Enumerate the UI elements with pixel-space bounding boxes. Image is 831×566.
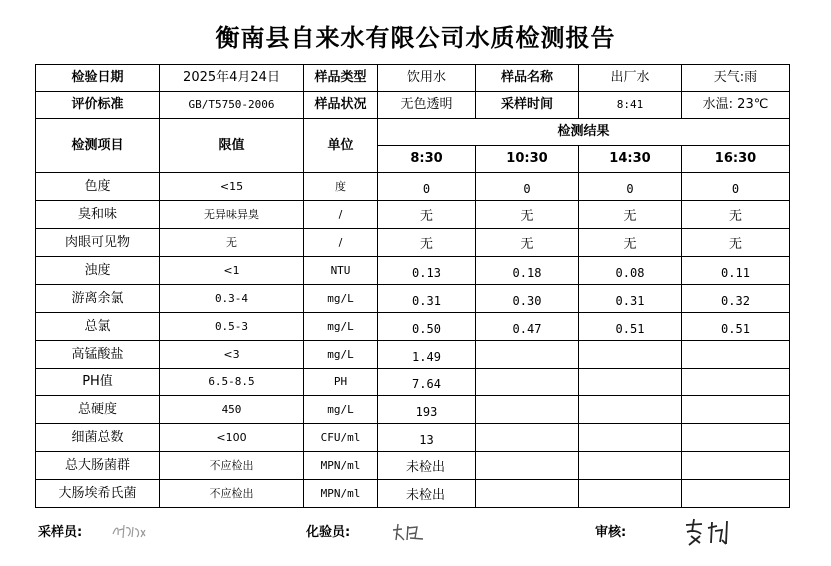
- result-value: 无: [378, 201, 476, 229]
- item-name: 浊度: [36, 257, 160, 285]
- result-value: [476, 452, 579, 480]
- result-value: [476, 396, 579, 424]
- result-value: 无: [476, 201, 579, 229]
- time-header: 14:30: [579, 146, 682, 173]
- item-name: 臭和味: [36, 201, 160, 229]
- item-name: 细菌总数: [36, 424, 160, 452]
- result-value: [682, 424, 790, 452]
- item-name: 肉眼可见物: [36, 229, 160, 257]
- result-value: 0: [476, 173, 579, 201]
- weather-value: 天气:雨: [682, 65, 790, 92]
- result-value: 193: [378, 396, 476, 424]
- result-value: [476, 480, 579, 508]
- table-row: [36, 369, 790, 396]
- sampler-signature: [110, 520, 152, 542]
- item-name: 总氯: [36, 313, 160, 341]
- sampler-label: 采样员:: [38, 525, 83, 540]
- result-value: 0.50: [378, 313, 476, 341]
- result-value: 0.13: [378, 257, 476, 285]
- unit-value: mg/L: [304, 396, 378, 424]
- table-row: [36, 341, 790, 369]
- standard-value: GB/T5750-2006: [160, 92, 304, 119]
- water-quality-table: [35, 64, 790, 508]
- sampling-time-label: 采样时间: [476, 92, 579, 119]
- table-row: [36, 396, 790, 424]
- unit-value: /: [304, 229, 378, 257]
- sample-type-label: 样品类型: [304, 65, 378, 92]
- result-value: 13: [378, 424, 476, 452]
- sample-name-label: 样品名称: [476, 65, 579, 92]
- result-value: 1.49: [378, 341, 476, 369]
- standard-label: 评价标准: [36, 92, 160, 119]
- water-temp-value: 水温: 23℃: [682, 92, 790, 119]
- unit-value: mg/L: [304, 313, 378, 341]
- result-value: 0.31: [378, 285, 476, 313]
- result-value: [682, 480, 790, 508]
- table-row: [36, 452, 790, 480]
- unit-value: MPN/ml: [304, 480, 378, 508]
- unit-value: 度: [304, 173, 378, 201]
- time-header: 16:30: [682, 146, 790, 173]
- sample-status-label: 样品状况: [304, 92, 378, 119]
- result-value: [476, 369, 579, 396]
- unit-value: mg/L: [304, 285, 378, 313]
- result-value: 0: [579, 173, 682, 201]
- table-row: [36, 173, 790, 201]
- result-value: [579, 452, 682, 480]
- limit-value: <1: [160, 257, 304, 285]
- result-value: 0: [682, 173, 790, 201]
- table-row: [36, 229, 790, 257]
- result-value: [682, 452, 790, 480]
- result-value: [579, 480, 682, 508]
- item-name: 游离余氯: [36, 285, 160, 313]
- limit-value: 不应检出: [160, 452, 304, 480]
- table-row: [36, 257, 790, 285]
- result-value: 0.18: [476, 257, 579, 285]
- reviewer-label: 审核:: [595, 525, 627, 540]
- result-value: 无: [579, 201, 682, 229]
- result-value: 0.32: [682, 285, 790, 313]
- limit-value: 0.3-4: [160, 285, 304, 313]
- result-value: 无: [579, 229, 682, 257]
- unit-value: CFU/ml: [304, 424, 378, 452]
- result-value: 无: [476, 229, 579, 257]
- report-title: 衡南县自来水有限公司水质检测报告: [215, 23, 616, 52]
- item-name: 色度: [36, 173, 160, 201]
- unit-value: PH: [304, 369, 378, 396]
- item-name: 高锰酸盐: [36, 341, 160, 369]
- item-name: PH值: [36, 369, 160, 396]
- result-value: 未检出: [378, 480, 476, 508]
- limit-value: 无异味异臭: [160, 201, 304, 229]
- result-value: [476, 424, 579, 452]
- result-value: 0.47: [476, 313, 579, 341]
- result-value: 无: [682, 229, 790, 257]
- item-name: 大肠埃希氏菌: [36, 480, 160, 508]
- result-value: 未检出: [378, 452, 476, 480]
- result-value: [579, 424, 682, 452]
- limit-value: <100: [160, 424, 304, 452]
- table-row: [36, 424, 790, 452]
- col-unit-header: 单位: [304, 119, 378, 173]
- unit-value: NTU: [304, 257, 378, 285]
- tester-signature: [390, 520, 430, 546]
- unit-value: mg/L: [304, 341, 378, 369]
- sample-type-value: 饮用水: [378, 65, 476, 92]
- limit-value: <15: [160, 173, 304, 201]
- table-row: [36, 313, 790, 341]
- table-row: [36, 201, 790, 229]
- table-row: [36, 285, 790, 313]
- time-header: 8:30: [378, 146, 476, 173]
- result-value: [579, 341, 682, 369]
- limit-value: 450: [160, 396, 304, 424]
- date-label: 检验日期: [36, 65, 160, 92]
- limit-value: 无: [160, 229, 304, 257]
- result-value: 0.51: [579, 313, 682, 341]
- unit-value: MPN/ml: [304, 452, 378, 480]
- unit-value: /: [304, 201, 378, 229]
- table-row: [36, 480, 790, 508]
- item-name: 总大肠菌群: [36, 452, 160, 480]
- col-results-header: 检测结果: [378, 119, 790, 146]
- result-value: 0.51: [682, 313, 790, 341]
- result-value: [682, 369, 790, 396]
- time-header: 10:30: [476, 146, 579, 173]
- result-value: 0.30: [476, 285, 579, 313]
- result-value: 0.31: [579, 285, 682, 313]
- result-value: [579, 369, 682, 396]
- result-value: [682, 341, 790, 369]
- result-value: [579, 396, 682, 424]
- sampling-time-value: 8:41: [579, 92, 682, 119]
- limit-value: 不应检出: [160, 480, 304, 508]
- date-value: 2025年4月24日: [160, 65, 304, 92]
- result-value: 0.11: [682, 257, 790, 285]
- result-value: 7.64: [378, 369, 476, 396]
- result-value: [682, 396, 790, 424]
- sample-status-value: 无色透明: [378, 92, 476, 119]
- col-item-header: 检测项目: [36, 119, 160, 173]
- tester-label: 化验员:: [306, 525, 351, 540]
- col-limit-header: 限值: [160, 119, 304, 173]
- result-value: [476, 341, 579, 369]
- result-value: 0.08: [579, 257, 682, 285]
- limit-value: 0.5-3: [160, 313, 304, 341]
- limit-value: 6.5-8.5: [160, 369, 304, 396]
- result-value: 无: [378, 229, 476, 257]
- result-value: 0: [378, 173, 476, 201]
- limit-value: <3: [160, 341, 304, 369]
- reviewer-signature: [682, 516, 742, 548]
- result-value: 无: [682, 201, 790, 229]
- item-name: 总硬度: [36, 396, 160, 424]
- sample-name-value: 出厂水: [579, 65, 682, 92]
